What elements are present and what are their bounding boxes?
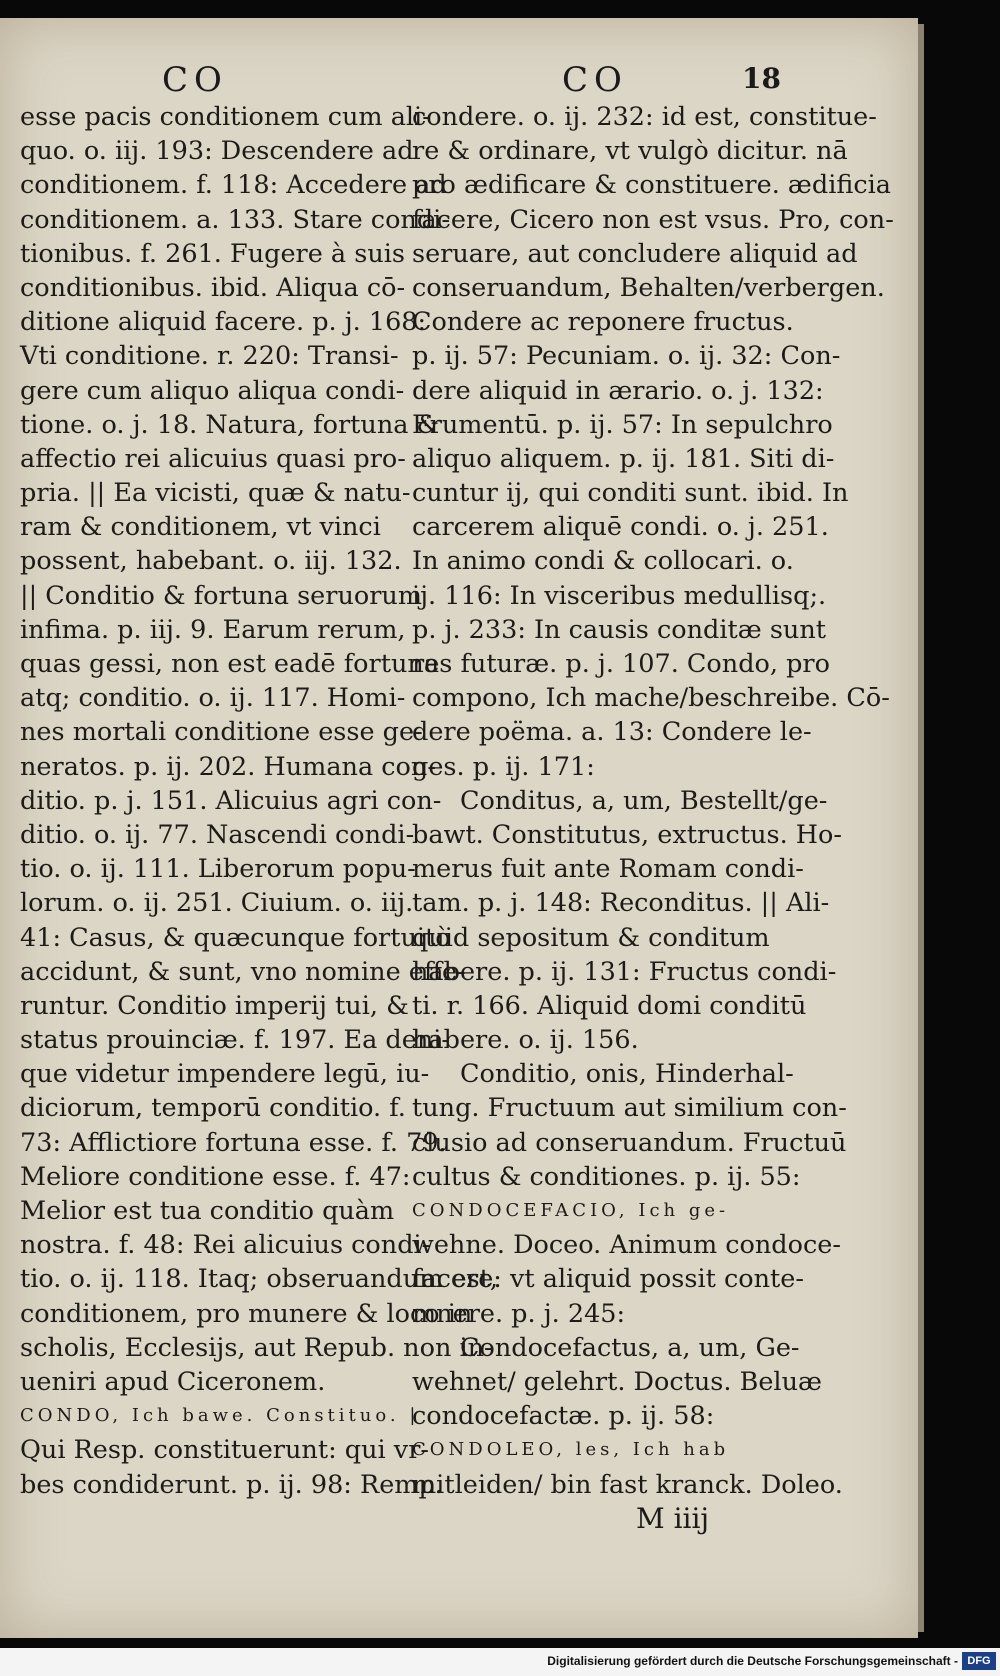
text-line: nostra. f. 48: Rei alicuius condi- — [20, 1230, 431, 1261]
text-line: habere. o. ij. 156. — [412, 1025, 639, 1056]
text-line: que videtur impendere legū, iu- — [20, 1059, 430, 1090]
text-line: conditionem. a. 133. Stare condi- — [20, 204, 450, 235]
text-line: pro ædificare & constituere. ædificia — [412, 170, 891, 201]
text-line: affectio rei alicuius quasi pro- — [20, 443, 406, 474]
text-line: M iiij — [636, 1501, 710, 1535]
text-line: cuntur ij, qui conditi sunt. ibid. In — [412, 478, 849, 509]
text-line: re & ordinare, vt vulgò dicitur. nā — [412, 136, 848, 167]
text-line: esse pacis conditionem cum ali- — [20, 102, 431, 132]
text-line: quo. o. iij. 193: Descendere ad — [20, 136, 414, 167]
text-line: CONDOLEO, les, Ich hab — [412, 1439, 730, 1461]
text-line: diciorum, temporū conditio. f. — [20, 1093, 406, 1124]
text-line: Meliore conditione esse. f. 47: — [20, 1161, 411, 1192]
text-line: Condocefactus, a, um, Ge- — [460, 1332, 800, 1363]
text-line: tio. o. ij. 118. Itaq; obseruandum est, — [20, 1264, 498, 1295]
running-head-right: CO — [562, 60, 628, 100]
text-line: cultus & conditiones. p. ij. 55: — [412, 1161, 801, 1192]
text-line: pria. || Ea vicisti, quæ & natu- — [20, 478, 411, 509]
text-line: nes mortali conditione esse ge- — [20, 717, 423, 748]
text-line: || Conditio & fortuna seruorum — [20, 580, 423, 611]
page-number: 18 — [742, 62, 781, 95]
text-line: tionibus. f. 261. Fugere à suis — [20, 238, 405, 269]
text-line: facere, Cicero non est vsus. Pro, con- — [412, 204, 894, 235]
text-line: neratos. p. ij. 202. Humana con- — [20, 751, 436, 782]
text-line: condocefactæ. p. ij. 58: — [412, 1401, 715, 1432]
text-line: infima. p. iij. 9. Earum rerum, — [20, 614, 406, 645]
text-line: dere aliquid in ærario. o. j. 132: — [412, 375, 824, 406]
text-line: ij. 116: In visceribus medullisq;. — [412, 580, 827, 611]
text-line: scholis, Ecclesijs, aut Repub. non in- — [20, 1332, 493, 1363]
text-line: bes condiderunt. p. ij. 98: Remp. — [20, 1469, 443, 1500]
text-line: CONDOCEFACIO, Ich ge- — [412, 1200, 730, 1221]
text-line: conditionibus. ibid. Aliqua cō- — [20, 272, 406, 303]
footer-credit: Digitalisierung gefördert durch die Deutsche Forschungsgemeinschaft - — [547, 1654, 958, 1668]
text-line: ditio. p. j. 151. Alicuius agri con- — [20, 785, 442, 816]
text-line: ditione aliquid facere. p. j. 168: — [20, 307, 427, 338]
text-line: Conditus, a, um, Bestellt/ge- — [460, 785, 828, 816]
text-line: Condere ac reponere fructus. — [412, 307, 794, 338]
running-head-left: CO — [162, 60, 228, 100]
text-line: wehnet/ gelehrt. Doctus. Beluæ — [412, 1366, 822, 1397]
text-line: conditionem, pro munere & loco in — [20, 1298, 473, 1329]
text-line: gere cum aliquo aliqua condi- — [20, 375, 405, 406]
text-line: mitleiden/ bin fast kranck. Doleo. — [412, 1469, 843, 1500]
text-line: conditionem. f. 118: Accedere ad — [20, 170, 447, 201]
text-line: compono, Ich mache/beschreibe. Cō- — [412, 683, 890, 714]
text-line: accidunt, & sunt, vno nomine effe- — [20, 956, 466, 987]
text-line: conseruandum, Behalten/verbergen. — [412, 272, 885, 303]
text-line: ueniri apud Ciceronem. — [20, 1366, 326, 1397]
text-line: habere. p. ij. 131: Fructus condi- — [412, 956, 837, 987]
text-line: facere: vt aliquid possit conte- — [412, 1264, 804, 1295]
text-line: aliquo aliquem. p. ij. 181. Siti di- — [412, 443, 835, 474]
text-line: quas gessi, non est eadē fortuna — [20, 649, 440, 679]
text-line: runtur. Conditio imperij tui, & — [20, 990, 409, 1021]
right-text-column — [412, 100, 894, 1536]
text-line: CONDO, Ich bawe. Constituo. | — [20, 1405, 420, 1427]
text-line: Conditio, onis, Hinderhal- — [460, 1059, 794, 1090]
text-line: Vti conditione. r. 220: Transi- — [20, 341, 399, 372]
text-line: In animo condi & collocari. o. — [412, 546, 794, 577]
text-line: dere poëma. a. 13: Condere le- — [412, 717, 812, 748]
text-line: ges. p. ij. 171: — [412, 751, 595, 782]
page-edge — [918, 24, 924, 1632]
text-line: condere. o. ij. 232: id est, constitue- — [412, 102, 877, 132]
text-line: quid sepositum & conditum — [412, 922, 770, 953]
text-line: atq; conditio. o. ij. 117. Homi- — [20, 683, 406, 714]
text-line: status prouinciæ. f. 197. Ea deni- — [20, 1025, 451, 1056]
text-line: p. ij. 57: Pecuniam. o. ij. 32: Con- — [412, 341, 841, 372]
text-line: tio. o. ij. 111. Liberorum popu- — [20, 854, 416, 885]
text-line: carcerem aliquē condi. o. j. 251. — [412, 512, 829, 543]
text-line: p. j. 233: In causis conditæ sunt — [412, 614, 827, 645]
text-line: ram & conditionem, vt vinci — [20, 512, 381, 543]
footer-bar — [0, 1648, 1000, 1676]
text-line: clusio ad conseruandum. Fructuū — [412, 1127, 847, 1158]
text-line: res futuræ. p. j. 107. Condo, pro — [412, 649, 830, 679]
text-line: 41: Casus, & quæcunque fortuitò — [20, 922, 451, 953]
text-line: Qui Resp. constituerunt: qui vr- — [20, 1435, 430, 1466]
dfg-logo: DFG — [962, 1652, 996, 1670]
text-line: lorum. o. ij. 251. Ciuium. o. iij. — [20, 888, 414, 919]
text-line: wehne. Doceo. Animum condoce- — [412, 1230, 841, 1261]
text-line: tung. Fructuum aut similium con- — [412, 1093, 847, 1124]
text-line: Frumentū. p. ij. 57: In sepulchro — [412, 409, 833, 440]
text-line: mnere. p. j. 245: — [412, 1298, 626, 1329]
text-line: 73: Afflictiore fortuna esse. f. 79. — [20, 1127, 447, 1158]
left-text-column — [20, 100, 498, 1502]
text-line: merus fuit ante Romam condi- — [412, 854, 804, 885]
text-line: tam. p. j. 148: Reconditus. || Ali- — [412, 888, 830, 919]
text-line: seruare, aut concludere aliquid ad — [412, 238, 858, 269]
text-line: possent, habebant. o. iij. 132. — [20, 546, 402, 577]
text-line: tione. o. j. 18. Natura, fortuna & — [20, 409, 440, 440]
text-line: Melior est tua conditio quàm — [20, 1196, 395, 1226]
text-line: ditio. o. ij. 77. Nascendi condi- — [20, 819, 415, 850]
text-line: ti. r. 166. Aliquid domi conditū — [412, 990, 807, 1021]
text-line: bawt. Constitutus, extructus. Ho- — [412, 819, 843, 850]
